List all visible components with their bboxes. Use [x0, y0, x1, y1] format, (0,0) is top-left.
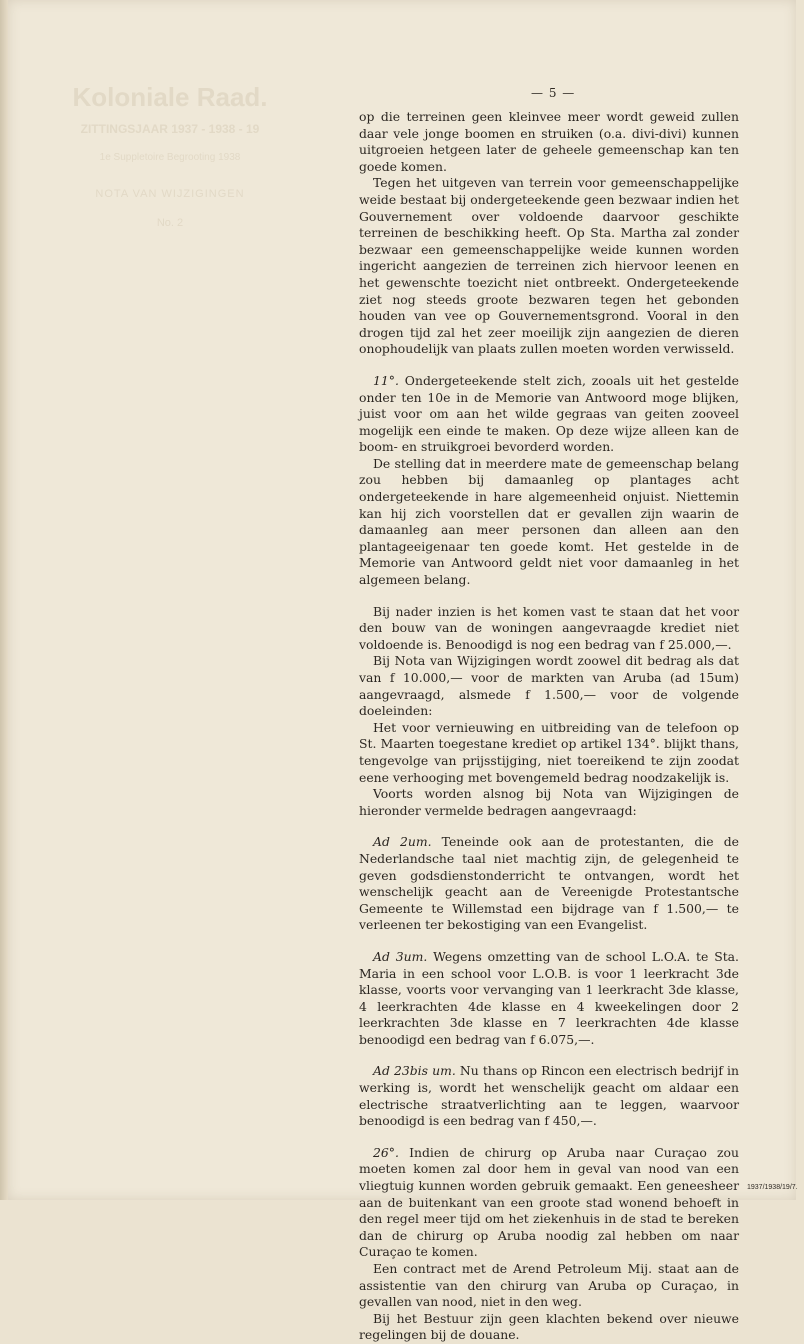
paragraph-label: 11°.: [373, 372, 399, 388]
paragraph: [359, 604, 739, 654]
paragraph: [359, 1145, 739, 1261]
page-left-edge: [0, 0, 8, 1200]
paragraph: [359, 373, 739, 456]
ghost-title: Koloniale Raad.: [72, 82, 268, 112]
ghost-subtitle: 1e Suppletoire Begrooting 1938: [99, 152, 241, 164]
paragraph-text: Bij het Bestuur zijn geen klachten bekend over nieuwe regelingen bij de douane.: [359, 1310, 739, 1343]
ghost-session: ZITTINGSJAAR 1937 - 1938 - 19: [80, 122, 260, 137]
paragraph: [359, 786, 739, 819]
paragraph-label: Ad 23bis um.: [373, 1063, 456, 1079]
ghost-doc: NOTA VAN WIJZIGINGEN: [95, 187, 245, 200]
paragraph: [359, 653, 739, 719]
paragraph-text: Wegens omzetting van de school L.O.A. te Sta. Maria in een school voor L.O.B. is voor 1 leerkracht 3de klasse, voorts voor vervanging van 1 leerkracht 3de klasse, 4 leerkrachten 4de klasse en 4 kweekelingen door 2 leerkrachten 3de klasse en 7 leerkrachten 4de klasse benoodigd een bedrag van f 6.075,—.: [359, 948, 739, 1047]
paragraph-text: Bij nader inzien is het komen vast te staan dat het voor den bouw van de woningen aangevraagde krediet niet voldoende is. Benoodigd is nog een bedrag van f 25.000,—.: [359, 603, 739, 652]
paragraph: [359, 949, 739, 1049]
paragraph: [359, 175, 739, 358]
paragraph: [359, 456, 739, 589]
paragraph-text: Voorts worden alsnog bij Nota van Wijzigingen de hieronder vermelde bedragen aangevraagd:: [359, 786, 739, 818]
paragraph: [359, 834, 739, 934]
paragraph-label: Ad 2um.: [373, 834, 432, 850]
paragraph-text: Bij Nota van Wijzigingen wordt zoowel dit bedrag als dat van f 10.000,— voor de markten van Aruba (ad 15um) aangevraagd, alsmede f 1.500,— voor de volgende doeleinden:: [359, 653, 739, 719]
paragraph-text: Ondergeteekende stelt zich, zooals uit het gestelde onder ten 10e in de Memorie van Antwoord moge blijken, juist voor om aan het wilde gegraas van geiten zooveel mogelijk een einde te maken. Op deze wijze alleen kan de boom- en struikgroei bevorderd worden.: [359, 372, 739, 455]
show-through-header: [20, 80, 320, 230]
paragraph: [359, 109, 739, 175]
paragraph-text: Tegen het uitgeven van terrein voor gemeenschappelijke weide bestaat bij ondergeteekende geen bezwaar indien het Gouvernement over voldoende daarvoor geschikte terreinen de beschikking heeft. Op Sta. Martha zal zonder bezwaar een gemeenschappelijke weide kunnen worden ingericht aangezien de terreinen zich hiervoor leenen en het gewenschte toezicht niet ontbreekt. Ondergeteekende ziet nog steeds groote bezwaren tegen het gebonden houden van vee op Gouvernementsgrond. Vooral in den drogen tijd zal het zeer moeilijk zijn aangezien de dieren onophoudelijk van plaats zullen moeten worden verwisseld.: [359, 175, 739, 357]
paragraph-text: Indien de chirurg op Aruba naar Curaçao zou moeten komen zal door hem in geval van nood van een vliegtuig kunnen worden gebruik gemaakt. Een geneesheer aan de buitenkant van een groote stad wonend behoeft in den regel meer tijd om het ziekenhuis in de stad te bereken dan de chirurg op Aruba noodig zal hebben om naar Curaçao te komen.: [359, 1144, 739, 1260]
paragraph: [359, 720, 739, 786]
paragraph-text: De stelling dat in meerdere mate de gemeenschap belang zou hebben bij damaanleg op plantages acht ondergeteekende in hare algemeenheid onjuist. Niettemin kan hij zich voorstellen dat er gevallen zijn waarin de damaanleg aan meer personen dan alleen aan den plantageeigenaar ten goede komt. Het gestelde in de Memorie van Antwoord geldt niet voor damaanleg in het algemeen belang.: [359, 455, 739, 588]
footer-code: 1937/1938/19/7.: [747, 1184, 798, 1191]
body-text: [359, 109, 739, 1344]
paragraph-text: Het voor vernieuwing en uitbreiding van de telefoon op St. Maarten toegestane krediet op artikel 134°. blijkt thans, tengevolge van prijsstijging, niet toereikend te zijn zoodat eene verhooging met bovengemeld bedrag noodzakelijk is.: [359, 719, 739, 785]
page-number: — 5 —: [531, 86, 576, 100]
paragraph-text: Een contract met de Arend Petroleum Mij. staat aan de assistentie van den chirurg van Aruba op Curaçao, in gevallen van nood, niet in den weg.: [359, 1261, 739, 1310]
paragraph-text: op die terreinen geen kleinvee meer wordt geweid zullen daar vele jonge boomen en struiken (o.a. divi-divi) kunnen uitgroeien hetgeen later de geheele gemeenschap kan ten goede komen.: [359, 109, 739, 174]
paragraph-label: 26°.: [373, 1144, 399, 1160]
paragraph-text: Teneinde ook aan de protestanten, die de Nederlandsche taal niet machtig zijn, de gelegenheid te geven godsdienstonderricht te ontvangen, wordt het wenschelijk geacht aan de Vereenigde Protestantsche Gemeente te Willemstad een bijdrage van f 1.500,— te verleenen ter bekostiging van een Evangelist.: [359, 834, 739, 933]
ghost-number: No. 2: [156, 216, 184, 229]
paragraph: [359, 1311, 739, 1344]
paragraph-text: Nu thans op Rincon een electrisch bedrijf in werking is, wordt het wenschelijk geacht om aldaar een electrische straatverlichting aan te leggen, waarvoor benoodigd is een bedrag van f 450,—.: [359, 1063, 739, 1129]
paragraph: [359, 1261, 739, 1311]
paragraph-label: Ad 3um.: [373, 948, 428, 964]
paragraph: [359, 1063, 739, 1129]
